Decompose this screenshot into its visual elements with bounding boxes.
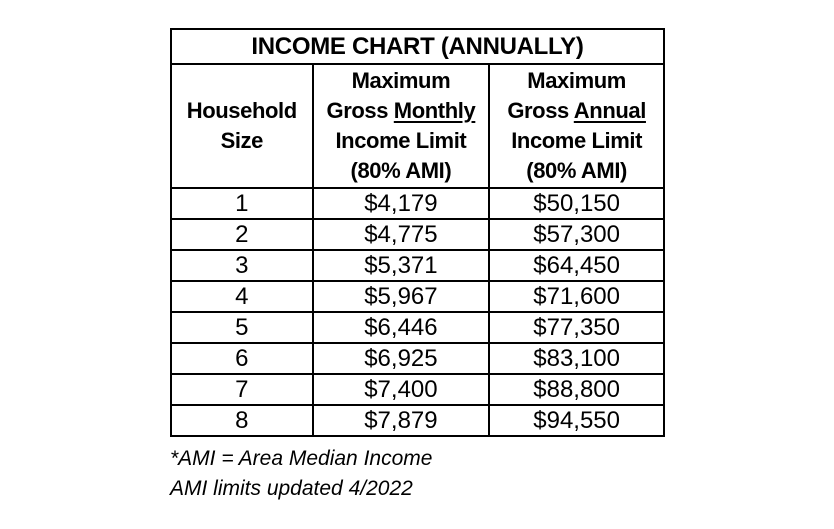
monthly-header-line-2 — [314, 96, 489, 126]
annual-header-line-4: (80% AMI) — [526, 158, 627, 183]
annual-limit-cell: $64,450 — [489, 250, 664, 281]
annual-header-prefix: Gross — [507, 98, 574, 123]
household-size-cell: 1 — [171, 188, 313, 219]
monthly-header-line-4: (80% AMI) — [350, 158, 452, 183]
table-row — [171, 281, 664, 312]
household-size-cell: 5 — [171, 312, 313, 343]
monthly-header-prefix: Gross — [326, 98, 394, 123]
household-size-cell: 3 — [171, 250, 313, 281]
ami-updated-note: AMI limits updated 4/2022 — [170, 477, 413, 500]
annual-header-underlined: Annual — [573, 98, 646, 123]
household-size-cell: 2 — [171, 219, 313, 250]
table-row — [171, 374, 664, 405]
monthly-limit-cell: $5,371 — [313, 250, 490, 281]
household-size-header-line-1: Household — [186, 98, 297, 123]
table-title: INCOME CHART (ANNUALLY) — [171, 29, 664, 64]
monthly-limit-cell: $4,775 — [313, 219, 490, 250]
table-row — [171, 188, 664, 219]
annual-limit-cell: $50,150 — [489, 188, 664, 219]
monthly-limit-cell: $7,400 — [313, 374, 490, 405]
table-row — [171, 343, 664, 374]
footnotes — [170, 444, 432, 504]
annual-limit-cell: $77,350 — [489, 312, 664, 343]
table-row — [171, 312, 664, 343]
annual-limit-cell: $71,600 — [489, 281, 664, 312]
annual-limit-header — [489, 64, 664, 188]
header-row — [171, 64, 664, 188]
ami-definition-note: *AMI = Area Median Income — [170, 447, 433, 470]
monthly-header-line-3: Income Limit — [335, 128, 467, 153]
monthly-header-line-1: Maximum — [351, 68, 451, 93]
table-row — [171, 219, 664, 250]
monthly-limit-cell: $4,179 — [313, 188, 490, 219]
annual-limit-cell: $88,800 — [489, 374, 664, 405]
household-size-header — [171, 64, 313, 188]
table-row — [171, 250, 664, 281]
household-size-cell: 6 — [171, 343, 313, 374]
annual-header-line-2 — [490, 96, 663, 126]
annual-header-line-1: Maximum — [527, 68, 626, 93]
income-chart-table — [170, 28, 665, 437]
household-size-cell: 8 — [171, 405, 313, 436]
household-size-cell: 7 — [171, 374, 313, 405]
annual-limit-cell: $83,100 — [489, 343, 664, 374]
annual-header-line-3: Income Limit — [511, 128, 643, 153]
monthly-limit-cell: $6,925 — [313, 343, 490, 374]
monthly-limit-cell: $5,967 — [313, 281, 490, 312]
monthly-header-underlined: Monthly — [393, 98, 476, 123]
monthly-limit-cell: $6,446 — [313, 312, 490, 343]
annual-limit-cell: $57,300 — [489, 219, 664, 250]
household-size-cell: 4 — [171, 281, 313, 312]
household-size-header-line-2: Size — [220, 128, 263, 153]
monthly-limit-header — [313, 64, 490, 188]
annual-limit-cell: $94,550 — [489, 405, 664, 436]
title-row — [171, 29, 664, 64]
monthly-limit-cell: $7,879 — [313, 405, 490, 436]
table-row — [171, 405, 664, 436]
